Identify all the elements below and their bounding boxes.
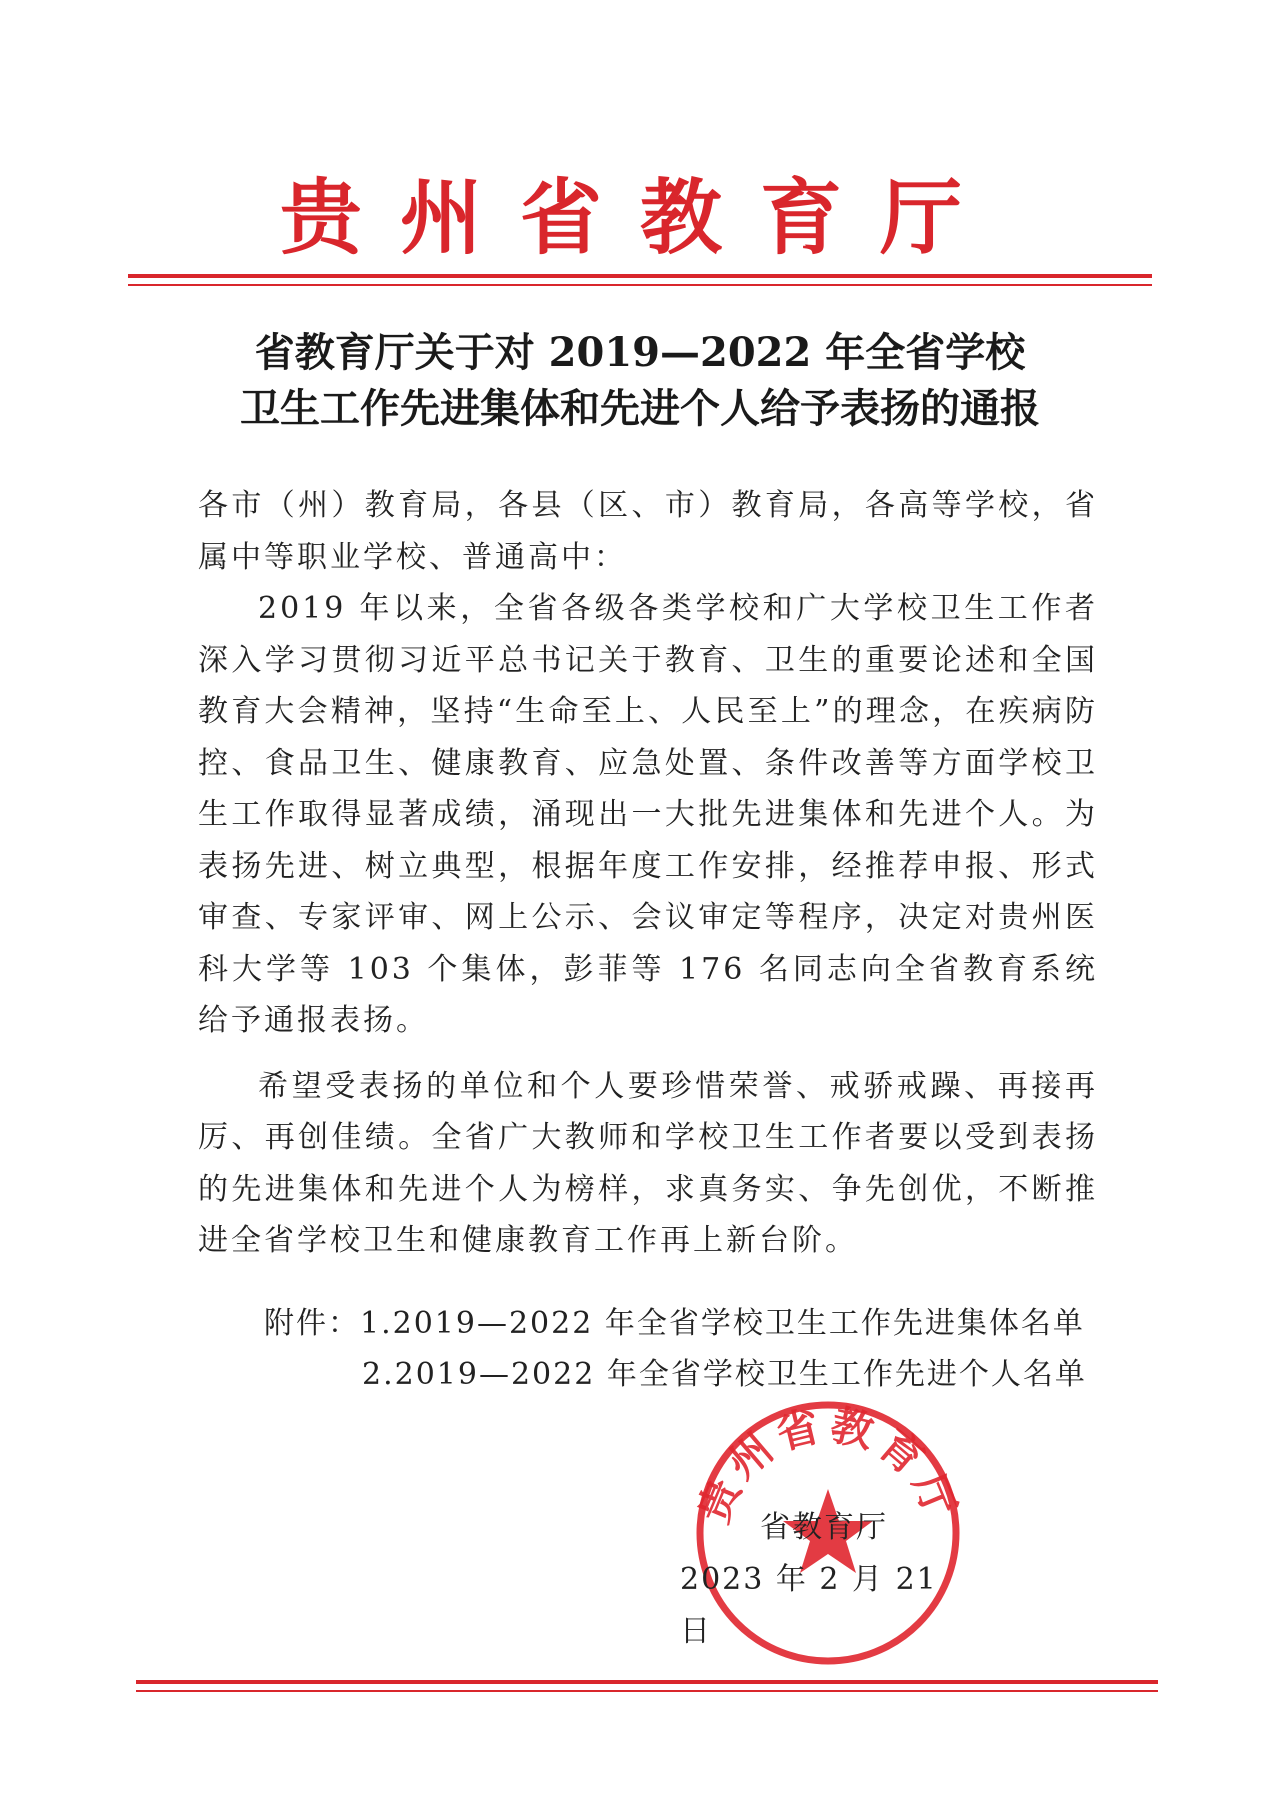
- document-title: [150, 325, 1130, 437]
- attachments: [264, 1298, 1094, 1400]
- document-title-line1: 省教育厅关于对 2019—2022 年全省学校: [254, 329, 1026, 376]
- signature-date: 2023 年 2 月 21 日: [680, 1562, 938, 1649]
- salutation: 各市（州）教育局，各县（区、市）教育局，各高等学校，省属中等职业学校、普通高中：: [198, 488, 1098, 575]
- attachment-label: 附件：: [264, 1306, 360, 1341]
- masthead-title: 贵州省教育厅: [279, 170, 1000, 266]
- attachment-line-1: [264, 1298, 1094, 1349]
- body-paragraph-1: 2019 年以来，全省各级各类学校和广大学校卫生工作者深入学习贯彻习近平总书记关于教育、卫生的重要论述和全国教育大会精神，坚持“生命至上、人民至上”的理念，在疾病防控、食品卫生、健康教育、应急处置、条件改善等方面学校卫生工作取得显著成绩，涌现出一大批先进集体和先进个人。为表扬先进、树立典型，根据年度工作安排，经推荐申报、形式审查、专家评审、网上公示、会议审定等程序，决定对贵州医科大学等 103 个集体，彭菲等 176 名同志向全省教育系统给予通报表扬。: [198, 591, 1098, 1038]
- signature-org: 省教育厅: [760, 1510, 888, 1545]
- footer-rule-thin: [136, 1690, 1158, 1692]
- document-body: [198, 480, 1098, 1267]
- svg-text:贵州省教育厅: 贵州省教育厅: [688, 1400, 968, 1530]
- attachment-item-1: 1.2019—2022 年全省学校卫生工作先进集体名单: [360, 1306, 1085, 1341]
- document-title-line2: 卫生工作先进集体和先进个人给予表扬的通报: [240, 385, 1040, 432]
- attachment-line-2: [264, 1349, 1094, 1400]
- attachment-item-2: 2.2019—2022 年全省学校卫生工作先进个人名单: [362, 1357, 1087, 1392]
- footer-rule-thick: [136, 1680, 1158, 1684]
- masthead-rule-thick: [128, 274, 1152, 278]
- masthead-rule-thin: [128, 284, 1152, 286]
- body-paragraph-2: 希望受表扬的单位和个人要珍惜荣誉、戒骄戒躁、再接再厉、再创佳绩。全省广大教师和学校卫生工作者要以受到表扬的先进集体和先进个人为榜样，求真务实、争先创优，不断推进全省学校卫生和健康教育工作再上新台阶。: [198, 1068, 1098, 1258]
- signature-block: [680, 1502, 940, 1658]
